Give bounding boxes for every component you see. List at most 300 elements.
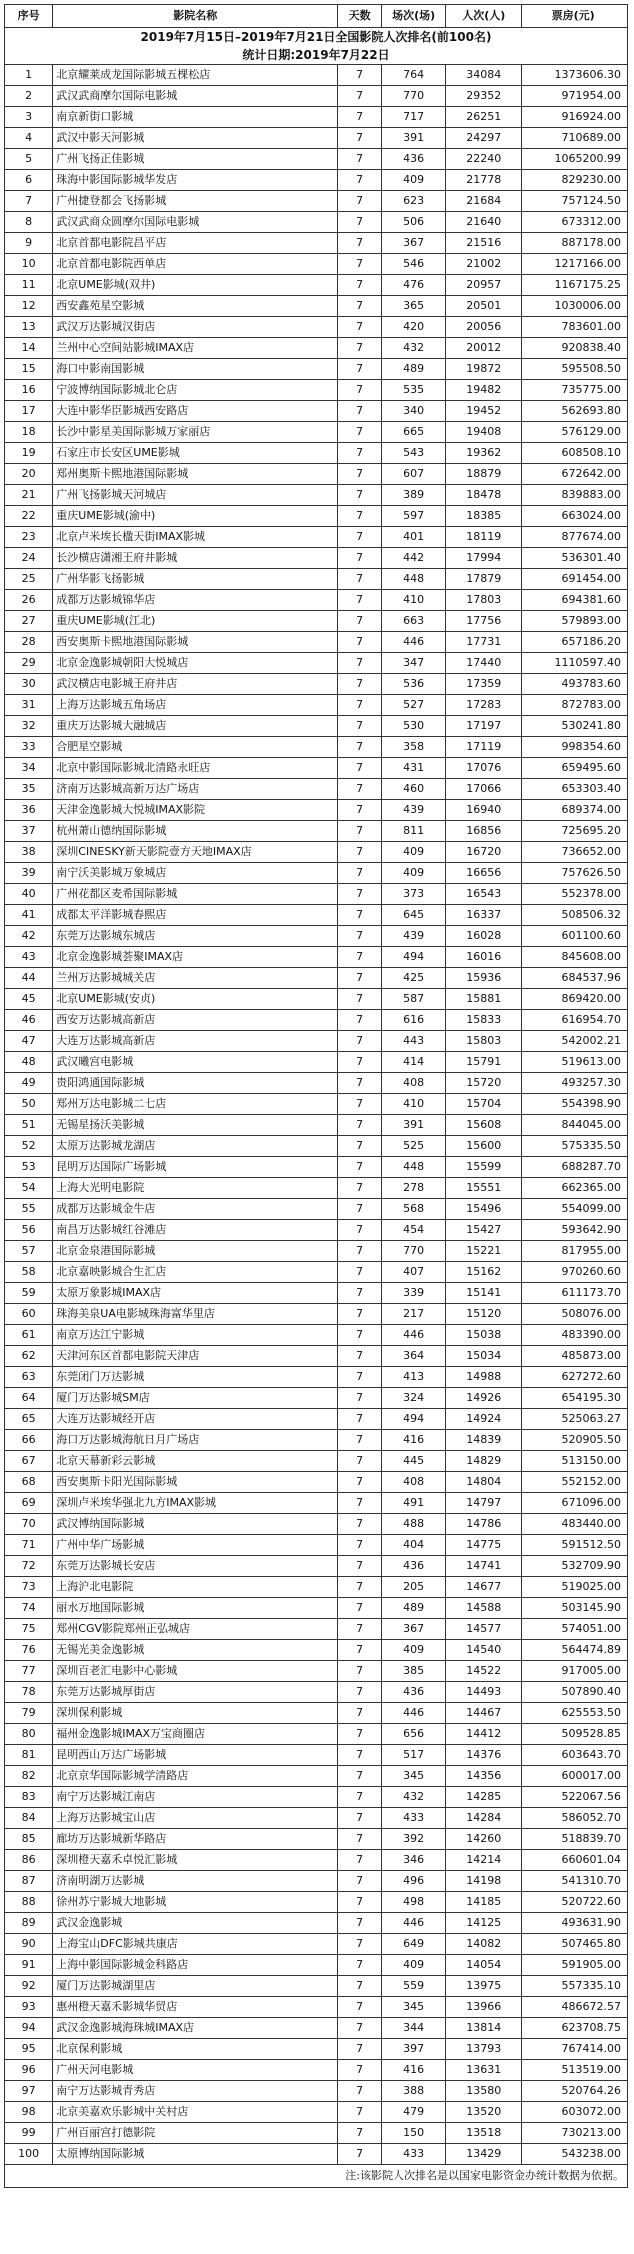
table-row	[5, 1178, 628, 1199]
cell-rank: 55	[5, 1199, 53, 1220]
table-row	[5, 737, 628, 758]
cell-rank: 95	[5, 2039, 53, 2060]
cell-boxoffice: 657186.20	[522, 632, 628, 653]
cell-days: 7	[338, 2039, 382, 2060]
cell-shows: 389	[382, 485, 446, 506]
cell-days: 7	[338, 1199, 382, 1220]
cell-cinema-name: 上海沪北电影院	[53, 1577, 338, 1598]
cell-attendance: 18119	[446, 527, 522, 548]
cell-shows: 476	[382, 275, 446, 296]
cell-shows: 439	[382, 926, 446, 947]
cell-cinema-name: 北京保利影城	[53, 2039, 338, 2060]
table-row	[5, 800, 628, 821]
cell-rank: 93	[5, 1997, 53, 2018]
footnote-row	[5, 2165, 628, 2188]
cell-shows: 764	[382, 65, 446, 86]
cell-boxoffice: 562693.80	[522, 401, 628, 422]
cell-cinema-name: 北京卢米埃长楹天街IMAX影城	[53, 527, 338, 548]
cell-shows: 432	[382, 338, 446, 359]
cell-cinema-name: 大连万达影城经开店	[53, 1409, 338, 1430]
cell-cinema-name: 海口中影南国影城	[53, 359, 338, 380]
table-row	[5, 2060, 628, 2081]
cell-shows: 409	[382, 842, 446, 863]
cell-attendance: 19482	[446, 380, 522, 401]
cell-attendance: 15704	[446, 1094, 522, 1115]
cell-boxoffice: 530241.80	[522, 716, 628, 737]
cell-shows: 436	[382, 1556, 446, 1577]
cell-cinema-name: 重庆万达影城大融城店	[53, 716, 338, 737]
table-row	[5, 275, 628, 296]
cell-days: 7	[338, 1640, 382, 1661]
cell-boxoffice: 817955.00	[522, 1241, 628, 1262]
cell-cinema-name: 北京嘉映影城合生汇店	[53, 1262, 338, 1283]
cell-attendance: 19362	[446, 443, 522, 464]
cell-rank: 15	[5, 359, 53, 380]
cell-cinema-name: 兰州中心空间站影城IMAX店	[53, 338, 338, 359]
cell-cinema-name: 广州百丽宫打德影院	[53, 2123, 338, 2144]
cell-boxoffice: 1373606.30	[522, 65, 628, 86]
table-row	[5, 1304, 628, 1325]
cell-shows: 460	[382, 779, 446, 800]
cell-boxoffice: 845608.00	[522, 947, 628, 968]
cell-rank: 94	[5, 2018, 53, 2039]
cell-cinema-name: 大连万达影城高新店	[53, 1031, 338, 1052]
table-body	[5, 65, 628, 2165]
cell-days: 7	[338, 632, 382, 653]
cell-days: 7	[338, 1892, 382, 1913]
cell-rank: 25	[5, 569, 53, 590]
table-row	[5, 401, 628, 422]
cell-attendance: 13580	[446, 2081, 522, 2102]
cell-cinema-name: 武汉武商众圆摩尔国际电影城	[53, 212, 338, 233]
cell-rank: 98	[5, 2102, 53, 2123]
table-row	[5, 1073, 628, 1094]
cell-attendance: 17731	[446, 632, 522, 653]
cell-days: 7	[338, 2123, 382, 2144]
cell-days: 7	[338, 1010, 382, 1031]
cell-days: 7	[338, 338, 382, 359]
cell-attendance: 13814	[446, 2018, 522, 2039]
cell-attendance: 29352	[446, 86, 522, 107]
cell-shows: 536	[382, 674, 446, 695]
cell-cinema-name: 无锡星扬沃美影城	[53, 1115, 338, 1136]
cell-attendance: 13429	[446, 2144, 522, 2165]
cell-rank: 48	[5, 1052, 53, 1073]
cell-days: 7	[338, 800, 382, 821]
cell-rank: 9	[5, 233, 53, 254]
cell-attendance: 15038	[446, 1325, 522, 1346]
cell-shows: 339	[382, 1283, 446, 1304]
cell-days: 7	[338, 128, 382, 149]
cell-shows: 420	[382, 317, 446, 338]
cell-cinema-name: 南宁万达影城江南店	[53, 1787, 338, 1808]
cell-boxoffice: 710689.00	[522, 128, 628, 149]
cell-rank: 39	[5, 863, 53, 884]
cell-shows: 346	[382, 1850, 446, 1871]
table-row	[5, 989, 628, 1010]
cell-days: 7	[338, 107, 382, 128]
cell-days: 7	[338, 842, 382, 863]
cell-days: 7	[338, 947, 382, 968]
header-row	[5, 5, 628, 28]
cell-attendance: 14260	[446, 1829, 522, 1850]
cell-shows: 448	[382, 1157, 446, 1178]
cell-days: 7	[338, 1745, 382, 1766]
cell-attendance: 14214	[446, 1850, 522, 1871]
cell-days: 7	[338, 2018, 382, 2039]
table-row	[5, 485, 628, 506]
cell-attendance: 13631	[446, 2060, 522, 2081]
cell-attendance: 19872	[446, 359, 522, 380]
cell-boxoffice: 623708.75	[522, 2018, 628, 2039]
cell-shows: 446	[382, 632, 446, 653]
cell-attendance: 13966	[446, 1997, 522, 2018]
cell-days: 7	[338, 1514, 382, 1535]
cell-attendance: 34084	[446, 65, 522, 86]
cell-cinema-name: 武汉万达影城汉街店	[53, 317, 338, 338]
cell-shows: 489	[382, 359, 446, 380]
table-row	[5, 212, 628, 233]
cell-cinema-name: 上海万达影城五角场店	[53, 695, 338, 716]
cell-cinema-name: 上海万达影城宝山店	[53, 1808, 338, 1829]
cell-attendance: 15120	[446, 1304, 522, 1325]
cell-cinema-name: 西安万达影城高新店	[53, 1010, 338, 1031]
table-row	[5, 548, 628, 569]
cell-cinema-name: 济南万达影城高新万达广场店	[53, 779, 338, 800]
table-row	[5, 170, 628, 191]
cell-days: 7	[338, 1787, 382, 1808]
cell-boxoffice: 552152.00	[522, 1472, 628, 1493]
cell-days: 7	[338, 527, 382, 548]
table-row	[5, 1283, 628, 1304]
cell-shows: 616	[382, 1010, 446, 1031]
cell-days: 7	[338, 863, 382, 884]
cell-shows: 364	[382, 1346, 446, 1367]
cell-attendance: 15791	[446, 1052, 522, 1073]
cell-attendance: 15600	[446, 1136, 522, 1157]
table-row	[5, 86, 628, 107]
cell-shows: 397	[382, 2039, 446, 2060]
cell-boxoffice: 872783.00	[522, 695, 628, 716]
cell-rank: 81	[5, 1745, 53, 1766]
cell-attendance: 14198	[446, 1871, 522, 1892]
cell-attendance: 14540	[446, 1640, 522, 1661]
cell-cinema-name: 南宁沃美影城万象城店	[53, 863, 338, 884]
cell-attendance: 14185	[446, 1892, 522, 1913]
cell-attendance: 17994	[446, 548, 522, 569]
cell-attendance: 19408	[446, 422, 522, 443]
cell-cinema-name: 厦门万达影城SM店	[53, 1388, 338, 1409]
cell-shows: 425	[382, 968, 446, 989]
cell-shows: 446	[382, 1325, 446, 1346]
cell-attendance: 20056	[446, 317, 522, 338]
cell-attendance: 14829	[446, 1451, 522, 1472]
cell-attendance: 14741	[446, 1556, 522, 1577]
cell-attendance: 16028	[446, 926, 522, 947]
cell-shows: 770	[382, 86, 446, 107]
cell-days: 7	[338, 1976, 382, 1997]
cell-boxoffice: 659495.60	[522, 758, 628, 779]
cell-days: 7	[338, 779, 382, 800]
table-row	[5, 1829, 628, 1850]
cell-boxoffice: 519613.00	[522, 1052, 628, 1073]
cell-rank: 64	[5, 1388, 53, 1409]
cell-boxoffice: 579893.00	[522, 611, 628, 632]
cell-shows: 404	[382, 1535, 446, 1556]
cell-rank: 40	[5, 884, 53, 905]
cell-rank: 92	[5, 1976, 53, 1997]
table-row	[5, 1094, 628, 1115]
table-row	[5, 968, 628, 989]
cell-cinema-name: 太原博纳国际影城	[53, 2144, 338, 2165]
table-row	[5, 926, 628, 947]
cell-days: 7	[338, 758, 382, 779]
cell-days: 7	[338, 1703, 382, 1724]
cell-boxoffice: 916924.00	[522, 107, 628, 128]
cell-boxoffice: 1030006.00	[522, 296, 628, 317]
cell-days: 7	[338, 1409, 382, 1430]
cell-boxoffice: 483440.00	[522, 1514, 628, 1535]
cell-attendance: 17756	[446, 611, 522, 632]
table-row	[5, 107, 628, 128]
cell-shows: 448	[382, 569, 446, 590]
cell-boxoffice: 1065200.99	[522, 149, 628, 170]
cell-days: 7	[338, 1850, 382, 1871]
cell-boxoffice: 1110597.40	[522, 653, 628, 674]
cell-days: 7	[338, 1220, 382, 1241]
cell-rank: 77	[5, 1661, 53, 1682]
cell-days: 7	[338, 212, 382, 233]
cell-cinema-name: 大连中影华臣影城西安路店	[53, 401, 338, 422]
cell-attendance: 14125	[446, 1913, 522, 1934]
cell-rank: 60	[5, 1304, 53, 1325]
table-row	[5, 842, 628, 863]
cell-shows: 811	[382, 821, 446, 842]
table-row	[5, 1346, 628, 1367]
cell-shows: 324	[382, 1388, 446, 1409]
cell-rank: 96	[5, 2060, 53, 2081]
cell-rank: 83	[5, 1787, 53, 1808]
cell-days: 7	[338, 653, 382, 674]
cell-days: 7	[338, 443, 382, 464]
cell-rank: 52	[5, 1136, 53, 1157]
table-row	[5, 2018, 628, 2039]
cell-cinema-name: 广州花都区麦希国际影城	[53, 884, 338, 905]
cell-rank: 86	[5, 1850, 53, 1871]
table-row	[5, 611, 628, 632]
cell-boxoffice: 1217166.00	[522, 254, 628, 275]
cell-rank: 82	[5, 1766, 53, 1787]
cell-cinema-name: 西安奥斯卡阳光国际影城	[53, 1472, 338, 1493]
cell-boxoffice: 829230.00	[522, 170, 628, 191]
cell-shows: 413	[382, 1367, 446, 1388]
cell-cinema-name: 东莞万达影城厚街店	[53, 1682, 338, 1703]
cell-rank: 11	[5, 275, 53, 296]
cell-cinema-name: 成都万达影城金牛店	[53, 1199, 338, 1220]
cell-cinema-name: 北京首都电影院西单店	[53, 254, 338, 275]
cell-attendance: 16543	[446, 884, 522, 905]
cell-boxoffice: 603643.70	[522, 1745, 628, 1766]
cell-boxoffice: 887178.00	[522, 233, 628, 254]
table-row	[5, 1871, 628, 1892]
cell-shows: 409	[382, 1955, 446, 1976]
table-row	[5, 821, 628, 842]
cell-cinema-name: 北京金逸影城朝阳大悦城店	[53, 653, 338, 674]
cell-attendance: 15496	[446, 1199, 522, 1220]
cell-rank: 79	[5, 1703, 53, 1724]
cell-cinema-name: 徐州苏宁影城大地影城	[53, 1892, 338, 1913]
table-row	[5, 254, 628, 275]
cell-rank: 68	[5, 1472, 53, 1493]
cell-boxoffice: 576129.00	[522, 422, 628, 443]
cell-rank: 47	[5, 1031, 53, 1052]
cell-cinema-name: 东莞闭门万达影城	[53, 1367, 338, 1388]
cell-boxoffice: 600017.00	[522, 1766, 628, 1787]
cell-shows: 498	[382, 1892, 446, 1913]
cell-shows: 506	[382, 212, 446, 233]
cell-days: 7	[338, 464, 382, 485]
cell-days: 7	[338, 254, 382, 275]
cell-rank: 69	[5, 1493, 53, 1514]
cell-shows: 665	[382, 422, 446, 443]
cell-rank: 7	[5, 191, 53, 212]
cell-days: 7	[338, 149, 382, 170]
cell-shows: 446	[382, 1913, 446, 1934]
table-row	[5, 1997, 628, 2018]
cell-days: 7	[338, 1682, 382, 1703]
cell-rank: 85	[5, 1829, 53, 1850]
cell-cinema-name: 东莞万达影城长安店	[53, 1556, 338, 1577]
cell-boxoffice: 757124.50	[522, 191, 628, 212]
cell-shows: 446	[382, 1703, 446, 1724]
cell-attendance: 16720	[446, 842, 522, 863]
table-row	[5, 1955, 628, 1976]
cell-cinema-name: 成都万达影城锦华店	[53, 590, 338, 611]
cell-days: 7	[338, 2081, 382, 2102]
cell-shows: 607	[382, 464, 446, 485]
cell-cinema-name: 广州飞扬正佳影城	[53, 149, 338, 170]
cell-cinema-name: 合肥星空影城	[53, 737, 338, 758]
cell-boxoffice: 595508.50	[522, 359, 628, 380]
cell-rank: 67	[5, 1451, 53, 1472]
cell-attendance: 14988	[446, 1367, 522, 1388]
cell-boxoffice: 603072.00	[522, 2102, 628, 2123]
cell-boxoffice: 532709.90	[522, 1556, 628, 1577]
table-row	[5, 569, 628, 590]
cell-shows: 392	[382, 1829, 446, 1850]
cell-cinema-name: 深圳CINESKY新天影院壹方天地IMAX店	[53, 842, 338, 863]
cell-rank: 30	[5, 674, 53, 695]
cell-boxoffice: 541310.70	[522, 1871, 628, 1892]
cell-attendance: 15720	[446, 1073, 522, 1094]
cell-boxoffice: 593642.90	[522, 1220, 628, 1241]
table-row	[5, 674, 628, 695]
cell-rank: 87	[5, 1871, 53, 1892]
cell-boxoffice: 522067.56	[522, 1787, 628, 1808]
cell-rank: 58	[5, 1262, 53, 1283]
table-row	[5, 1388, 628, 1409]
cell-shows: 373	[382, 884, 446, 905]
table-row	[5, 380, 628, 401]
cell-boxoffice: 493631.90	[522, 1913, 628, 1934]
cell-attendance: 16856	[446, 821, 522, 842]
cell-rank: 84	[5, 1808, 53, 1829]
cell-days: 7	[338, 401, 382, 422]
cell-days: 7	[338, 1871, 382, 1892]
cell-shows: 217	[382, 1304, 446, 1325]
cell-rank: 53	[5, 1157, 53, 1178]
cell-cinema-name: 广州捷登都会飞扬影城	[53, 191, 338, 212]
cell-rank: 54	[5, 1178, 53, 1199]
cell-boxoffice: 564474.89	[522, 1640, 628, 1661]
cell-rank: 35	[5, 779, 53, 800]
cell-attendance: 14577	[446, 1619, 522, 1640]
cell-rank: 75	[5, 1619, 53, 1640]
cell-shows: 409	[382, 863, 446, 884]
cell-cinema-name: 东莞万达影城东城店	[53, 926, 338, 947]
cell-shows: 543	[382, 443, 446, 464]
cell-boxoffice: 508076.00	[522, 1304, 628, 1325]
cell-days: 7	[338, 1535, 382, 1556]
cell-days: 7	[338, 233, 382, 254]
table-row	[5, 1892, 628, 1913]
cell-rank: 4	[5, 128, 53, 149]
cell-days: 7	[338, 968, 382, 989]
cell-attendance: 17066	[446, 779, 522, 800]
cell-days: 7	[338, 569, 382, 590]
cell-shows: 205	[382, 1577, 446, 1598]
table-row	[5, 1682, 628, 1703]
cell-shows: 431	[382, 758, 446, 779]
cell-rank: 43	[5, 947, 53, 968]
cell-attendance: 14797	[446, 1493, 522, 1514]
cell-attendance: 20501	[446, 296, 522, 317]
cell-boxoffice: 520905.50	[522, 1430, 628, 1451]
cell-shows: 479	[382, 2102, 446, 2123]
table-row	[5, 1535, 628, 1556]
cell-attendance: 17359	[446, 674, 522, 695]
cell-boxoffice: 520764.26	[522, 2081, 628, 2102]
title-row	[5, 28, 628, 47]
cell-rank: 16	[5, 380, 53, 401]
cell-attendance: 14493	[446, 1682, 522, 1703]
table-row	[5, 1514, 628, 1535]
cell-cinema-name: 郑州CGV影院郑州正弘城店	[53, 1619, 338, 1640]
table-row	[5, 1808, 628, 1829]
cell-attendance: 15803	[446, 1031, 522, 1052]
cell-rank: 5	[5, 149, 53, 170]
cell-attendance: 17440	[446, 653, 522, 674]
cell-cinema-name: 长沙中影星美国际影城万家丽店	[53, 422, 338, 443]
cell-cinema-name: 重庆UME影城(江北)	[53, 611, 338, 632]
cell-cinema-name: 厦门万达影城湖里店	[53, 1976, 338, 1997]
cell-days: 7	[338, 611, 382, 632]
cell-days: 7	[338, 737, 382, 758]
cell-cinema-name: 杭州萧山德纳国际影城	[53, 821, 338, 842]
cell-boxoffice: 920838.40	[522, 338, 628, 359]
cell-shows: 454	[382, 1220, 446, 1241]
cell-cinema-name: 广州天河电影城	[53, 2060, 338, 2081]
cell-boxoffice: 543238.00	[522, 2144, 628, 2165]
cell-boxoffice: 663024.00	[522, 506, 628, 527]
table-row	[5, 1199, 628, 1220]
cell-cinema-name: 上海中影国际影城金科路店	[53, 1955, 338, 1976]
cell-days: 7	[338, 191, 382, 212]
cell-shows: 494	[382, 1409, 446, 1430]
table-row	[5, 1430, 628, 1451]
cell-cinema-name: 深圳橙天嘉禾卓悦汇影城	[53, 1850, 338, 1871]
cell-shows: 489	[382, 1598, 446, 1619]
